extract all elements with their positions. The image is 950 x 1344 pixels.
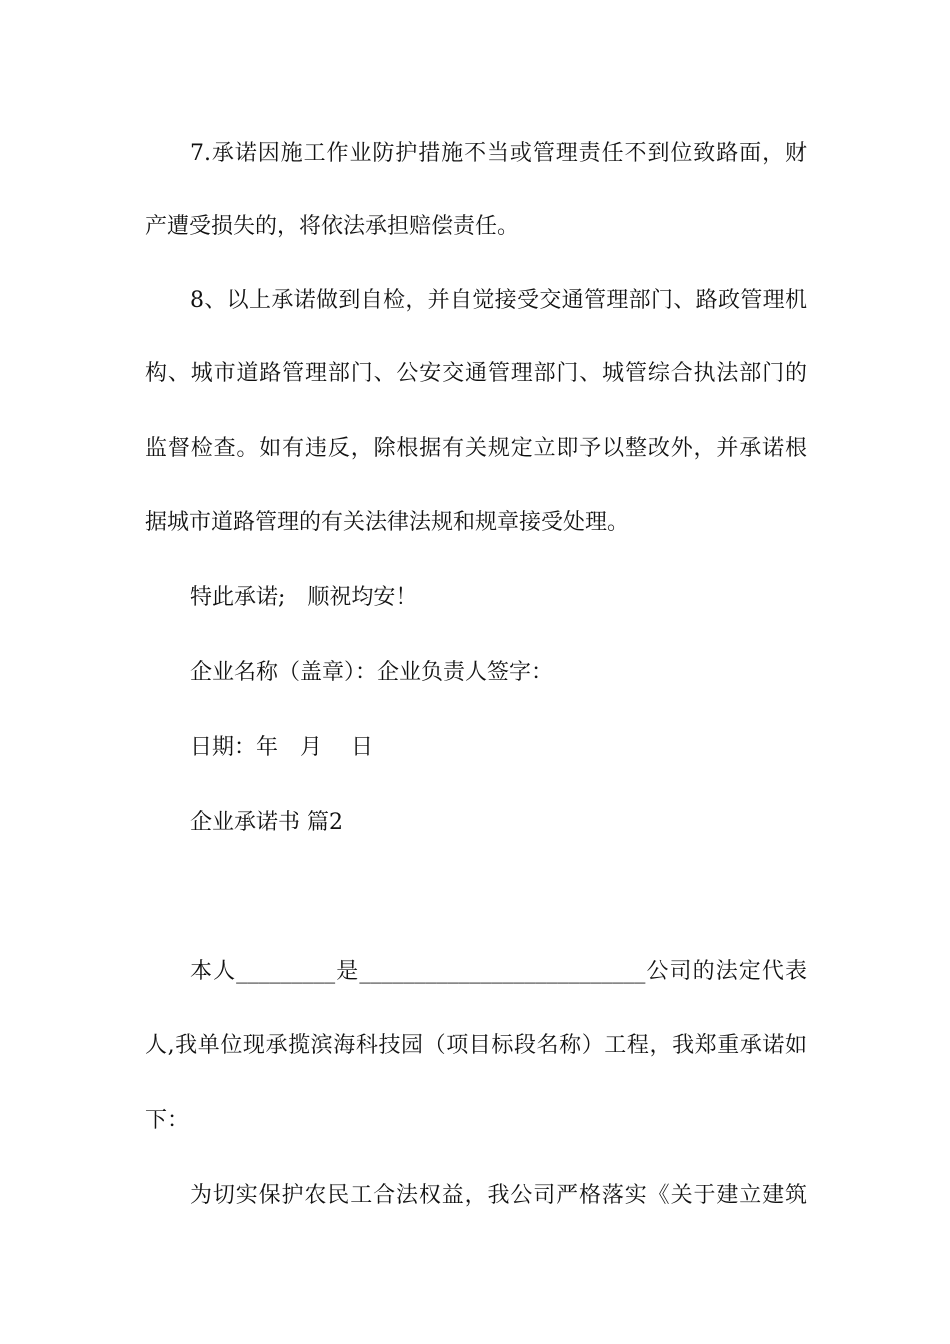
closing-line: 特此承诺; 顺祝均安！	[190, 585, 418, 610]
paragraph-7-line-1: 7.承诺因施工作业防护措施不当或管理责任不到位致路面，财	[190, 141, 807, 166]
date-line: 日期：年 月 日	[190, 735, 373, 760]
representative-line-1: 本人_________是__________________________公司的法定代表	[190, 959, 807, 984]
paragraph-8-line-4: 据城市道路管理的有关法律法规和规章接受处理。	[145, 510, 630, 535]
paragraph-8-line-3: 监督检查。如有违反，除根据有关规定立即予以整改外，并承诺根	[145, 436, 807, 461]
representative-line-3: 下：	[145, 1108, 190, 1133]
representative-line-2: 人,我单位现承揽滨海科技园（项目标段名称）工程，我郑重承诺如	[145, 1033, 807, 1058]
company-signature-line: 企业名称（盖章）：企业负责人签字：	[190, 660, 554, 685]
paragraph-7-line-2: 产遭受损失的，将依法承担赔偿责任。	[145, 214, 520, 239]
section-heading: 企业承诺书 篇2	[190, 810, 343, 835]
paragraph-8-line-2: 构、城市道路管理部门、公安交通管理部门、城管综合执法部门的	[145, 361, 807, 386]
paragraph-8-line-1: 8、以上承诺做到自检，并自觉接受交通管理部门、路政管理机	[190, 288, 807, 313]
commitment-paragraph-line-1: 为切实保护农民工合法权益，我公司严格落实《关于建立建筑	[190, 1183, 807, 1208]
